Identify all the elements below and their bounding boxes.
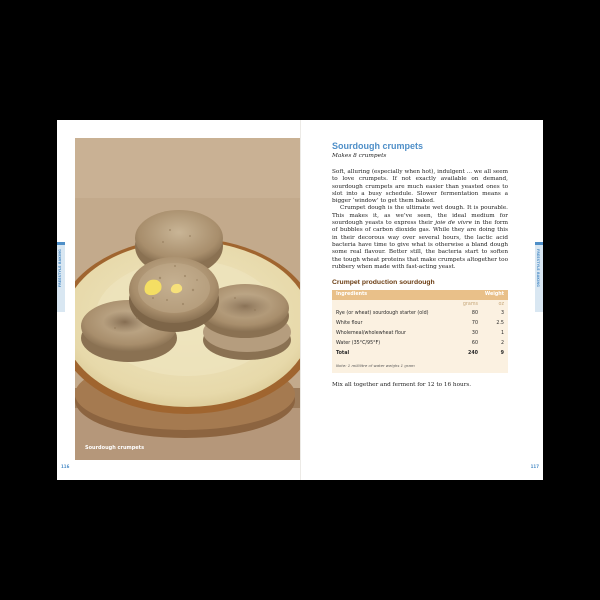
ingredient-oz: 1 — [500, 331, 504, 337]
recipe-title: Sourdough crumpets — [332, 141, 424, 151]
crumpets-illustration — [75, 138, 300, 460]
right-side-tab-bar — [535, 242, 543, 245]
table-note: Note: 1 millilitre of water weighs 1 gram — [336, 363, 415, 369]
ingredient-name: Water (35°C/95°F) — [336, 341, 381, 347]
table-title: Crumpet production sourdough — [332, 279, 435, 287]
intro-paragraph-2-start: Crumpet dough is the ultimate wet dough. It is pourable. This makes it, as we’ve seen, the ideal medium for sourdough yeasts to express their — [332, 205, 508, 227]
ingredient-oz: 2.5 — [496, 321, 504, 327]
table-header — [332, 290, 508, 300]
total-oz: 9 — [500, 351, 504, 357]
table-row — [332, 329, 508, 339]
right-side-tab — [535, 242, 543, 312]
photo-caption: Sourdough crumpets — [85, 445, 145, 451]
closing-instruction: Mix all together and ferment for 12 to 16 hours. — [332, 382, 472, 389]
crumpets-photo — [75, 138, 300, 460]
page-number-right: 117 — [530, 464, 539, 469]
unit-oz: oz — [498, 302, 504, 308]
ingredients-table — [332, 290, 508, 373]
unit-grams: grams — [462, 302, 478, 308]
ingredient-grams: 80 — [471, 311, 478, 317]
header-weight: Weight — [484, 292, 504, 298]
intro-paragraph-2 — [332, 205, 508, 271]
left-side-tab-bar — [57, 242, 65, 245]
intro-paragraph-2-emphasis: joie de vivre — [435, 220, 472, 227]
ingredient-grams: 70 — [471, 321, 478, 327]
table-units-row — [332, 300, 508, 309]
recipe-yield: Makes 8 crumpets — [332, 153, 387, 159]
page-number-left: 116 — [61, 464, 70, 469]
right-side-tab-label: FREESTYLE BAKING — [536, 249, 540, 288]
table-row — [332, 339, 508, 349]
intro-paragraph-1: Soft, alluring (especially when hot), indulgent ... we all seem to love crumpets. If not exactly available on demand, sourdough crumpets are much easier than yeasted ones to slot into a busy schedule. Slower fermentation means a bigger ‘window’ to get them baked. — [332, 169, 508, 205]
ingredient-name: White flour — [336, 321, 363, 327]
table-total-row — [332, 349, 508, 359]
table-row — [332, 319, 508, 329]
ingredient-oz: 3 — [500, 311, 504, 317]
recipe-intro — [332, 169, 508, 271]
gutter — [300, 120, 301, 480]
table-row — [332, 309, 508, 319]
total-label: Total — [336, 351, 350, 357]
intro-paragraph-2-end: in the form of bubbles of carbon dioxide gas. While they are doing this in their decorous way over several hours, the lactic acid bacteria have time to give what is otherwise a bland dough some real flavour. Better still, the bacteria start to soften the tough wheat proteins that make crumpets altogether too rubbery when made with fast-acting yeast. — [332, 220, 508, 270]
ingredient-grams: 60 — [471, 341, 478, 347]
left-side-tab-label: FREESTYLE BAKING — [58, 249, 62, 288]
header-ingredients: Ingredients — [336, 292, 368, 298]
left-side-tab — [57, 242, 65, 312]
book-spread — [57, 120, 543, 480]
recipe-column — [332, 141, 508, 394]
ingredient-name: Rye (or wheat) sourdough starter (old) — [336, 311, 429, 317]
ingredient-oz: 2 — [500, 341, 504, 347]
total-grams: 240 — [467, 351, 478, 357]
ingredient-grams: 30 — [471, 331, 478, 337]
ingredient-name: Wholemeal/wholewheat flour — [336, 331, 406, 337]
